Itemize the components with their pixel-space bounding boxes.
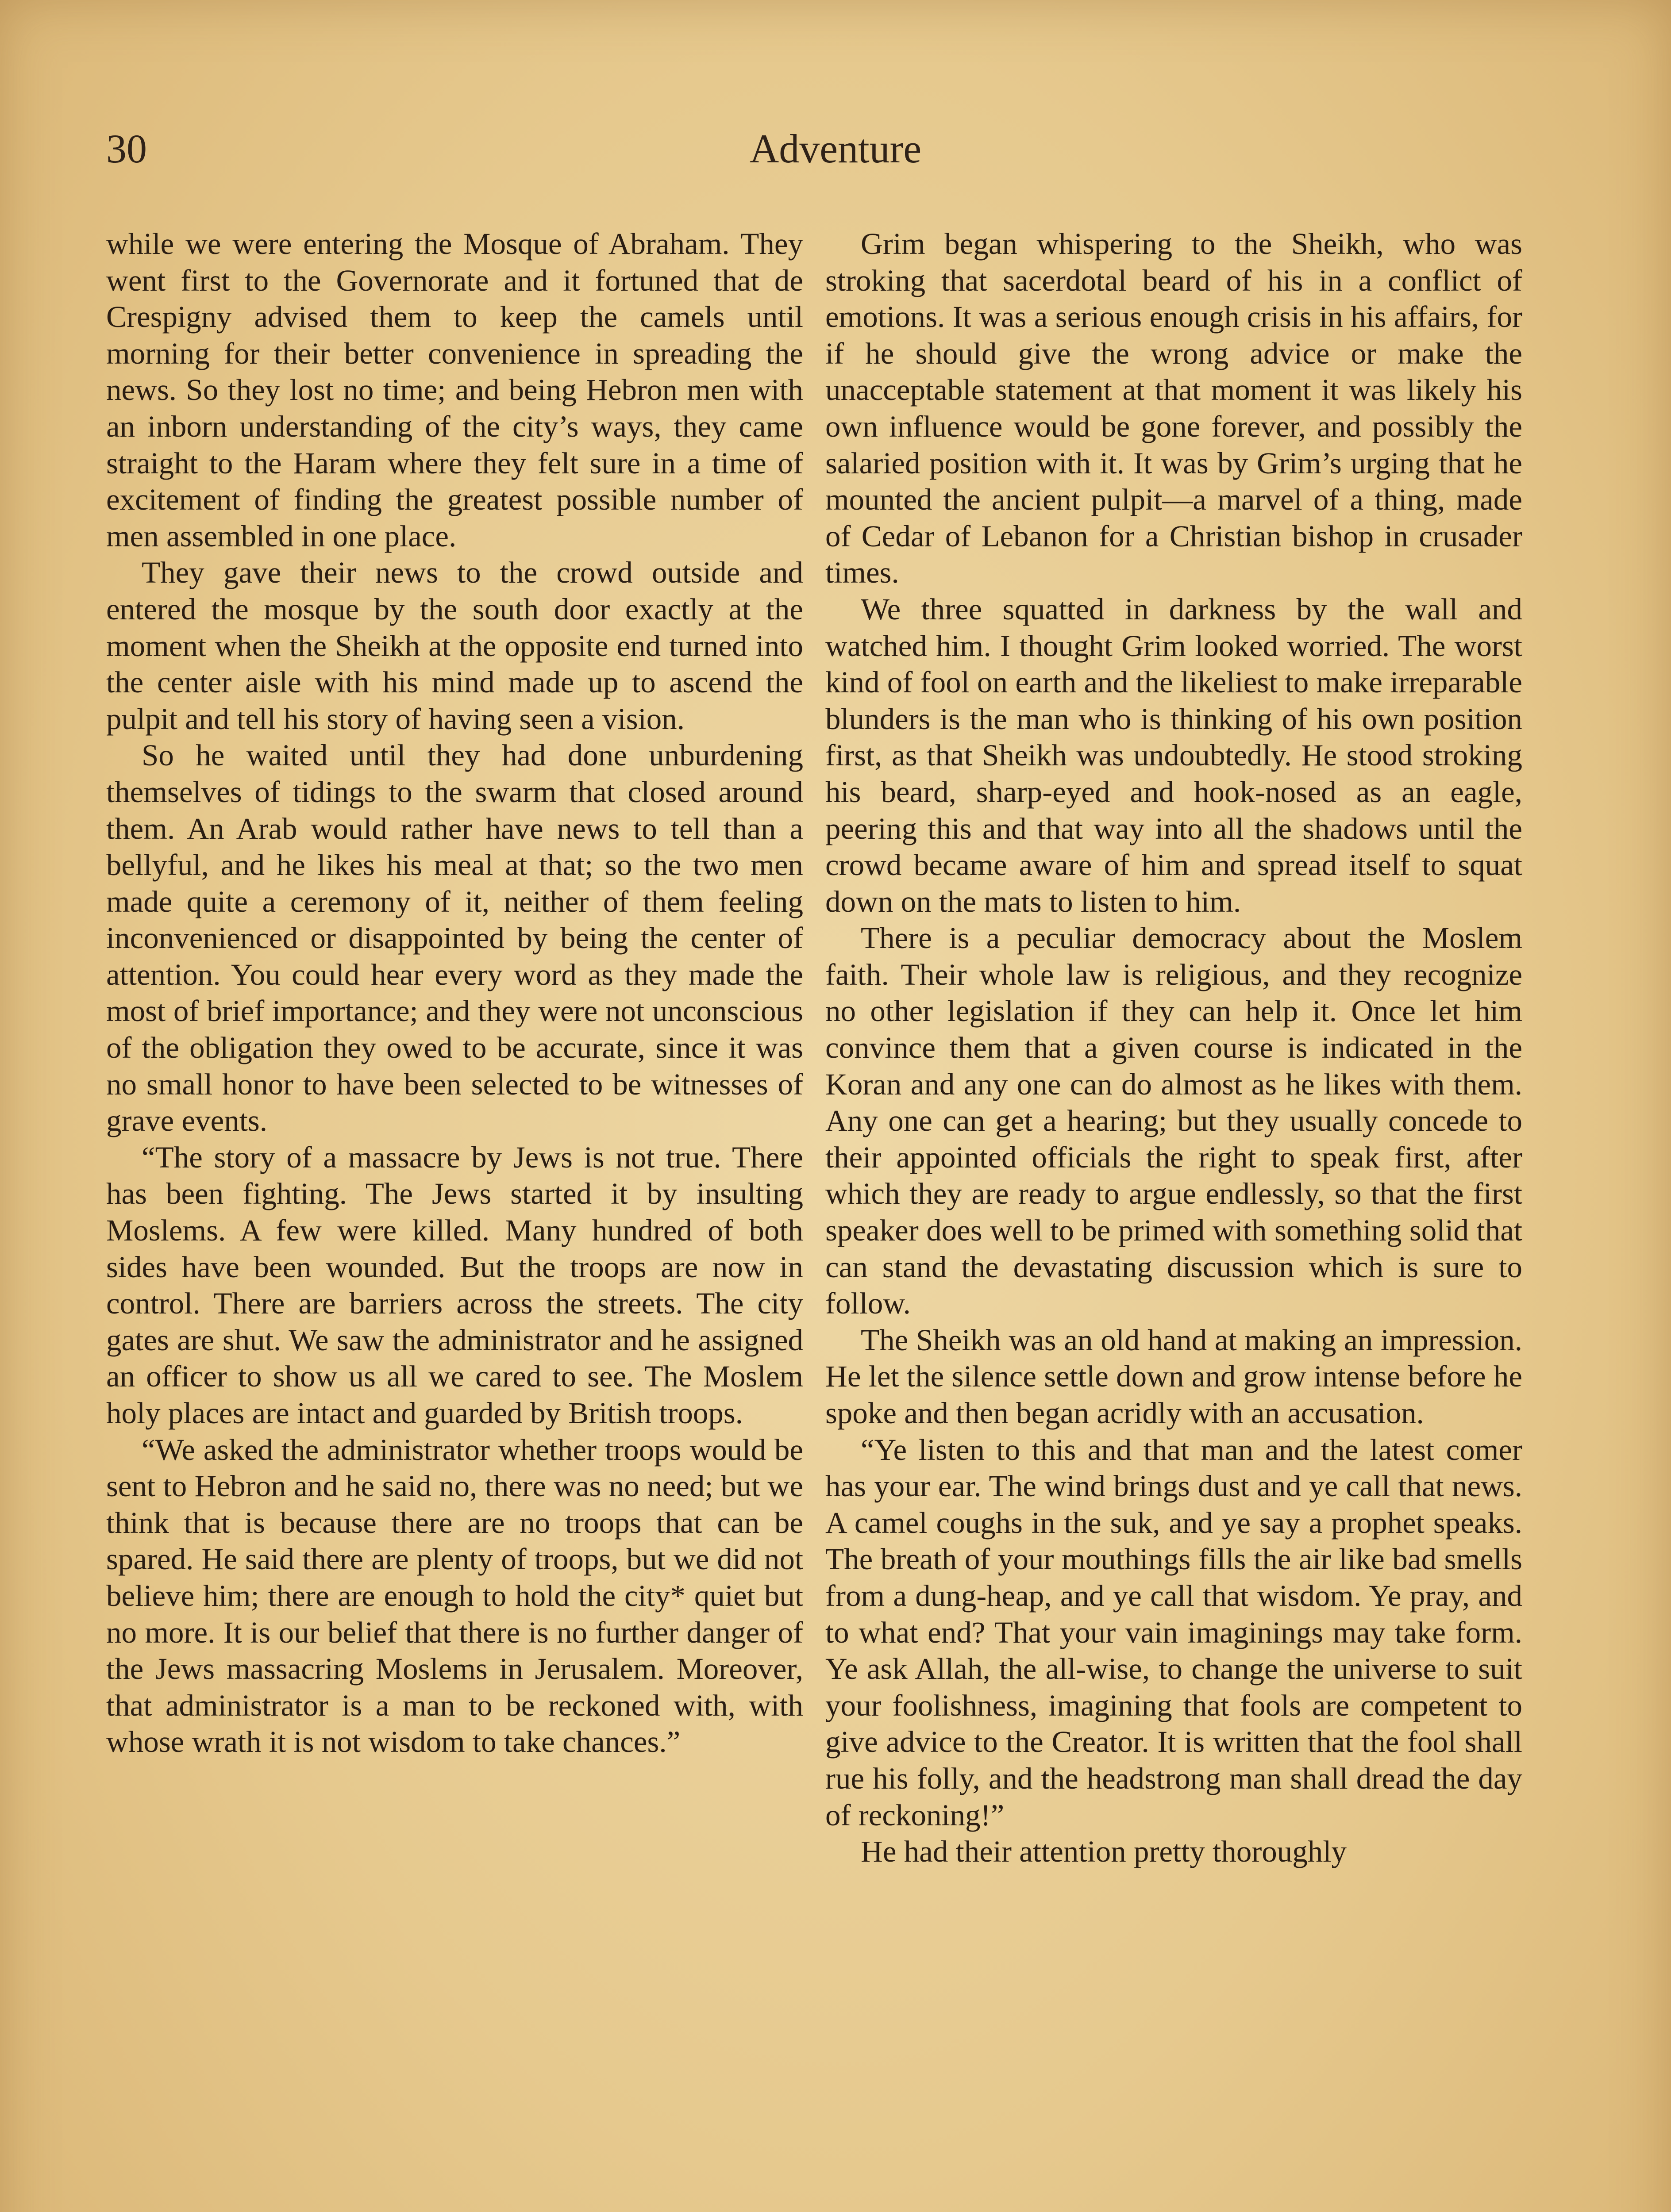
paragraph: while we were entering the Mosque of Abraham. They went first to the Governorate and it fortuned that de Crespigny advised them to keep the camels until morning for their better convenience in spreading the news. So they lost no time; and being Hebron men with an inborn understanding of the city’s ways, they came straight to the Haram where they felt sure in a time of excitement of finding the greatest possible number of men assembled in one place. (106, 227, 803, 553)
paragraph: “The story of a massacre by Jews is not true. There has been fighting. The Jews started it by insulting Moslems. A few were killed. Many hundred of both sides have been wounded. But the troops are now in control. There are barriers across the streets. The city gates are shut. We saw the administrator and he assigned an officer to show us all we cared to see. The Moslem holy places are intact and guarded by British troops. (106, 1140, 803, 1430)
paragraph: “Ye listen to this and that man and the latest comer has your ear. The wind brings dust and ye call that news. A camel coughs in the suk, and ye say a prophet speaks. The breath of your mouthings fills the air like bad smells from a dung-heap, and ye call that wisdom. Ye pray, and to what end? That your vain imaginings may take form. Ye ask Allah, the all-wise, to change the universe to suit your foolishness, imagining that fools are competent to give advice to the Creator. It is written that the fool shall rue his folly, and the headstrong man shall dread the day of reckoning!” (825, 1432, 1522, 1832)
paragraph: So he waited until they had done unburdening themselves of tidings to the swarm that closed around them. An Arab would rather have news to tell than a bellyful, and he likes his meal at that; so the two men made quite a ceremony of it, neither of them feeling inconvenienced or disappointed by being the center of attention. You could hear every word as they made the most of brief importance; and they were not unconscious of the obligation they owed to be accurate, since it was no small honor to have been selected to be witnesses of grave events. (106, 738, 803, 1138)
paragraph: He had their attention pretty thoroughly (861, 1835, 1347, 1869)
paragraph: “We asked the administrator whether troops would be sent to Hebron and he said no, there was no need; but we think that is because there are no troops that can be spared. He said there are plenty of troops, but we did not believe him; there are enough to hold the city* quiet but no more. It is our belief that there is no further danger of the Jews massacring Moslems in Jerusalem. Moreover, that administrator is a man to be reckoned with, with whose wrath it is not wisdom to take chances.” (106, 1432, 803, 1759)
paragraph: The Sheikh was an old hand at making an impression. He let the silence settle down and grow intense before he spoke and then began acridly with an accusation. (825, 1323, 1522, 1430)
page-number: 30 (106, 126, 147, 171)
running-head: Adventure (749, 126, 922, 171)
right-column (825, 226, 1522, 1870)
paragraph: They gave their news to the crowd outside and entered the mosque by the south door exactly at the moment when the Sheikh at the opposite end turned into the center aisle with his mind made up to ascend the pulpit and tell his story of having seen a vision. (106, 556, 803, 736)
paragraph: We three squatted in darkness by the wall and watched him. I thought Grim looked worried. The worst kind of fool on earth and the likeliest to make irreparable blunders is the man who is thinking of his own position first, as that Sheikh was undoubtedly. He stood stroking his beard, sharp-eyed and hook-nosed as an eagle, peering this and that way into all the shadows until the crowd became aware of him and spread itself to squat down on the mats to listen to him. (825, 592, 1522, 918)
paragraph: There is a peculiar democracy about the Moslem faith. Their whole law is religious, and they recognize no other legislation if they can help it. Once let him convince them that a given course is indicated in the Koran and any one can do almost as he likes with them. Any one can get a hearing; but they usually concede to their appointed officials the right to speak first, after which they are ready to argue endlessly, so that the first speaker does well to be primed with something solid that can stand the devastating discussion which is sure to follow. (825, 921, 1522, 1321)
left-column (106, 226, 803, 1760)
paragraph: Grim began whispering to the Sheikh, who was stroking that sacerdotal beard of his in a conflict of emotions. It was a serious enough crisis in his affairs, for if he should give the wrong advice or make the unacceptable statement at that moment it was likely his own influence would be gone forever, and possibly the salaried position with it. It was by Grim’s urging that he mounted the ancient pulpit—a marvel of a thing, made of Cedar of Lebanon for a Christian bishop in crusader times. (825, 227, 1522, 590)
